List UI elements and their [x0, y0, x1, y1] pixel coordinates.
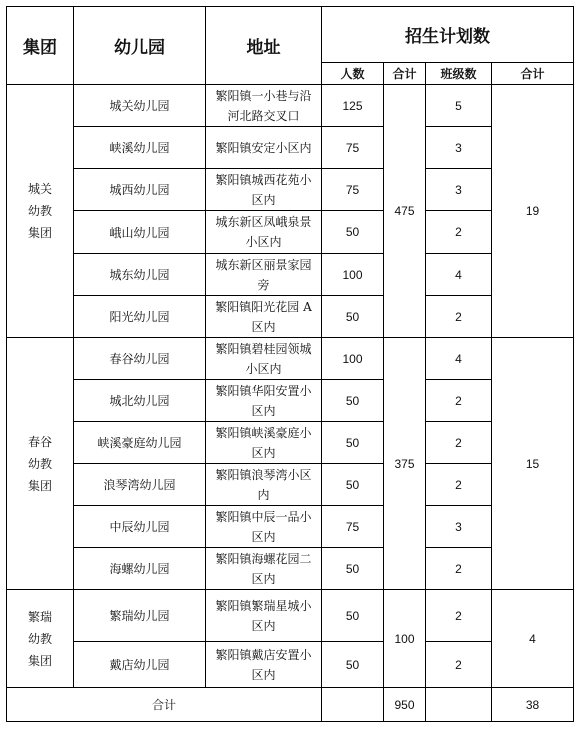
- people-count: 75: [322, 127, 384, 169]
- class-count: 2: [426, 422, 492, 464]
- total-people: 950: [384, 688, 426, 722]
- class-subtotal: 15: [492, 338, 574, 590]
- header-group: 集团: [7, 7, 74, 85]
- kindergarten-name: 城东幼儿园: [74, 254, 206, 296]
- total-label: 合计: [7, 688, 322, 722]
- people-subtotal: 375: [384, 338, 426, 590]
- table-row: [7, 506, 574, 548]
- total-people-empty: [322, 688, 384, 722]
- group-name: 繁瑞幼教集团: [27, 609, 52, 668]
- kindergarten-name: 海螺幼儿园: [74, 548, 206, 590]
- address: 繁阳镇碧桂园领城小区内: [206, 338, 322, 380]
- class-count: 2: [426, 548, 492, 590]
- address: 繁阳镇戴店安置小区内: [206, 642, 322, 688]
- kindergarten-name: 春谷幼儿园: [74, 338, 206, 380]
- class-count: 3: [426, 169, 492, 211]
- group-name-cell: [7, 85, 74, 338]
- kindergarten-name: 城北幼儿园: [74, 380, 206, 422]
- kindergarten-name: 浪琴湾幼儿园: [74, 464, 206, 506]
- people-count: 50: [322, 642, 384, 688]
- people-count: 50: [322, 211, 384, 254]
- people-count: 50: [322, 422, 384, 464]
- table-row: [7, 548, 574, 590]
- header-subtotal: 合计: [384, 63, 426, 85]
- address: 繁阳镇峡溪豪庭小区内: [206, 422, 322, 464]
- class-count: 2: [426, 464, 492, 506]
- class-count: 2: [426, 296, 492, 338]
- header-plan: 招生计划数: [322, 7, 574, 63]
- kindergarten-name: 城西幼儿园: [74, 169, 206, 211]
- address: 城东新区丽景家园旁: [206, 254, 322, 296]
- kindergarten-name: 戴店幼儿园: [74, 642, 206, 688]
- class-count: 3: [426, 127, 492, 169]
- kindergarten-name: 繁瑞幼儿园: [74, 590, 206, 642]
- total-classes-empty: [426, 688, 492, 722]
- address: 繁阳镇城西花苑小区内: [206, 169, 322, 211]
- address: 繁阳镇一小巷与沿河北路交叉口: [206, 85, 322, 127]
- address: 繁阳镇中辰一品小区内: [206, 506, 322, 548]
- class-count: 4: [426, 338, 492, 380]
- class-count: 2: [426, 642, 492, 688]
- people-count: 125: [322, 85, 384, 127]
- people-count: 75: [322, 506, 384, 548]
- total-classes: 38: [492, 688, 574, 722]
- header-people: 人数: [322, 63, 384, 85]
- group-name: 春谷幼教集团: [27, 434, 52, 493]
- people-subtotal: 475: [384, 85, 426, 338]
- people-count: 50: [322, 590, 384, 642]
- table-row: [7, 642, 574, 688]
- table-row: [7, 127, 574, 169]
- group-name-cell: [7, 338, 74, 590]
- table-row: [7, 338, 574, 380]
- people-count: 100: [322, 338, 384, 380]
- address: 繁阳镇海螺花园二区内: [206, 548, 322, 590]
- address: 繁阳镇安定小区内: [206, 127, 322, 169]
- people-count: 50: [322, 548, 384, 590]
- table-row: [7, 464, 574, 506]
- table-row: [7, 590, 574, 642]
- people-count: 75: [322, 169, 384, 211]
- people-subtotal: 100: [384, 590, 426, 688]
- kindergarten-name: 中辰幼儿园: [74, 506, 206, 548]
- class-count: 2: [426, 380, 492, 422]
- address: 繁阳镇阳光花园 A区内: [206, 296, 322, 338]
- total-row: [7, 688, 574, 722]
- table-row: [7, 211, 574, 254]
- people-count: 50: [322, 464, 384, 506]
- header-class-total: 合计: [492, 63, 574, 85]
- table-row: [7, 85, 574, 127]
- table-row: [7, 254, 574, 296]
- table-row: [7, 296, 574, 338]
- table-row: [7, 422, 574, 464]
- people-count: 50: [322, 296, 384, 338]
- address: 繁阳镇浪琴湾小区内: [206, 464, 322, 506]
- kindergarten-name: 峨山幼儿园: [74, 211, 206, 254]
- class-count: 2: [426, 211, 492, 254]
- class-count: 5: [426, 85, 492, 127]
- address: 繁阳镇繁瑞星城小区内: [206, 590, 322, 642]
- kindergarten-name: 阳光幼儿园: [74, 296, 206, 338]
- group-name-cell: [7, 590, 74, 688]
- table-row: [7, 380, 574, 422]
- class-count: 3: [426, 506, 492, 548]
- address: 城东新区凤峨泉景小区内: [206, 211, 322, 254]
- class-subtotal: 4: [492, 590, 574, 688]
- kindergarten-name: 峡溪豪庭幼儿园: [74, 422, 206, 464]
- header-address: 地址: [206, 7, 322, 85]
- address: 繁阳镇华阳安置小区内: [206, 380, 322, 422]
- people-count: 100: [322, 254, 384, 296]
- kindergarten-name: 峡溪幼儿园: [74, 127, 206, 169]
- class-count: 2: [426, 590, 492, 642]
- people-count: 50: [322, 380, 384, 422]
- class-count: 4: [426, 254, 492, 296]
- enrollment-plan-table: [6, 6, 574, 722]
- class-subtotal: 19: [492, 85, 574, 338]
- table-row: [7, 169, 574, 211]
- group-name: 城关幼教集团: [27, 182, 52, 240]
- header-classes: 班级数: [426, 63, 492, 85]
- header-kindergarten: 幼儿园: [74, 7, 206, 85]
- kindergarten-name: 城关幼儿园: [74, 85, 206, 127]
